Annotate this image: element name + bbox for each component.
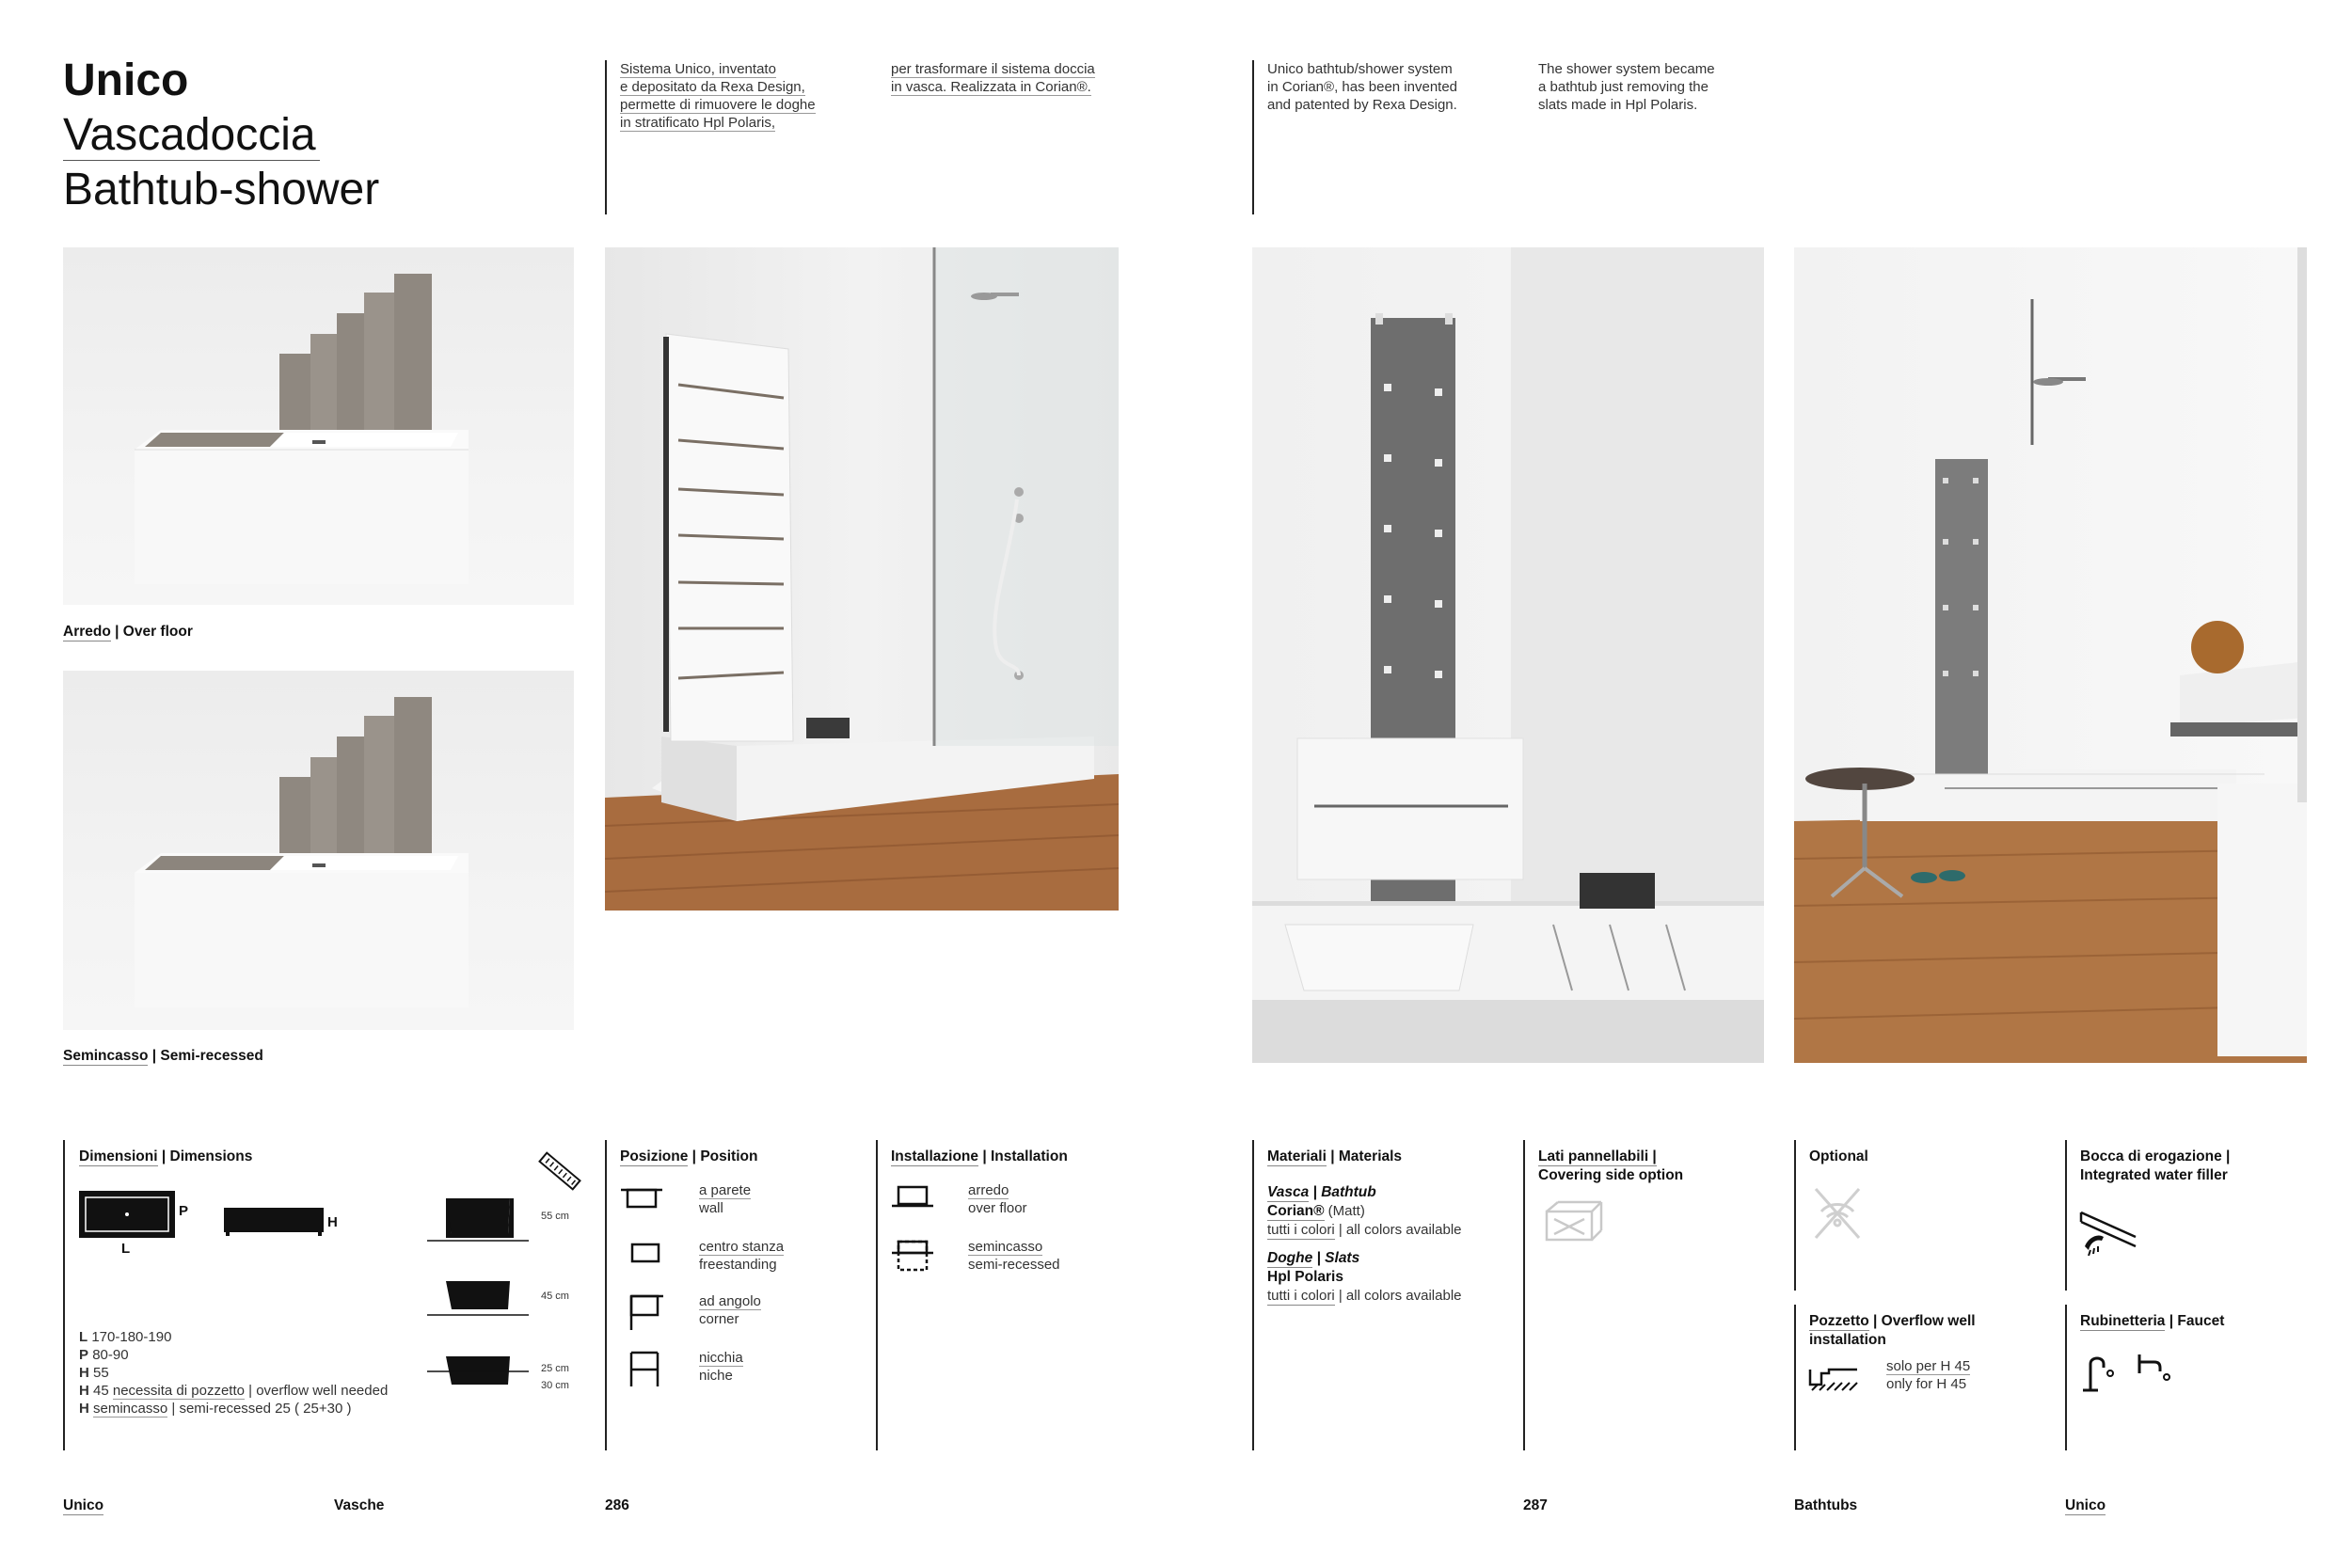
- optional-heading: Optional: [1809, 1148, 1868, 1164]
- wall-faucet-icon: [2136, 1351, 2179, 1392]
- bathtub-illustration: [63, 671, 574, 1030]
- spec-h: H 55: [79, 1365, 109, 1381]
- bathtub-material: Corian® (Matt): [1267, 1203, 1365, 1219]
- label-h: H: [327, 1214, 338, 1230]
- position-wall: a parete wall: [620, 1181, 751, 1217]
- label-25cm: 25 cm: [541, 1363, 569, 1374]
- photo-bathroom: [1794, 247, 2307, 1063]
- faucet-heading: Rubinetteria | Faucet: [2080, 1313, 2225, 1329]
- footer-section-left: Vasche: [334, 1497, 385, 1513]
- photo-overfloor: [63, 247, 574, 605]
- filler-icon: [2079, 1209, 2137, 1256]
- divider: [1523, 1140, 1525, 1450]
- dimension-specs: [79, 1328, 388, 1418]
- label-p: P: [179, 1203, 189, 1219]
- bathtub-colors: tutti i colori | all colors available: [1267, 1222, 1462, 1238]
- divider: [1252, 1140, 1254, 1450]
- dimensions-heading: Dimensioni | Dimensions: [79, 1148, 253, 1164]
- divider: [1794, 1140, 1796, 1291]
- materials-heading: Materiali | Materials: [1267, 1148, 1403, 1164]
- intro-italian-1: Sistema Unico, inventato e depositato da Rexa Design, permette di rimuovere le doghe in stratificato Hpl Polaris,: [620, 61, 816, 131]
- bathtub-label: Vasca | Bathtub: [1267, 1184, 1376, 1200]
- label-30cm: 30 cm: [541, 1380, 569, 1391]
- intro-italian-2: per trasformare il sistema doccia in vasca. Realizzata in Corian®.: [891, 61, 1095, 95]
- position-heading: Posizione | Position: [620, 1148, 758, 1164]
- intro-english-1: Unico bathtub/shower system in Corian®, has been invented and patented by Rexa Design.: [1267, 61, 1458, 113]
- intro-english-2: The shower system became a bathtub just removing the slats made in Hpl Polaris.: [1538, 61, 1715, 113]
- overflow-icon: [1808, 1364, 1859, 1392]
- photo-shower: [605, 247, 1119, 911]
- divider: [2065, 1305, 2067, 1450]
- footer-brand-right: Unico: [2065, 1497, 2106, 1513]
- tub-section-icon: [425, 1354, 531, 1394]
- faucet-icon: [2079, 1351, 2117, 1392]
- spec-h-semi: H semincasso | semi-recessed 25 ( 25+30 ): [79, 1401, 352, 1417]
- title-unico: Unico: [63, 55, 189, 105]
- bathroom-illustration: [1794, 247, 2307, 1063]
- photo-semi-recessed: [63, 671, 574, 1030]
- radiator-illustration: [1252, 247, 1764, 1063]
- corner-icon: [620, 1292, 663, 1330]
- overfloor-icon: [891, 1181, 934, 1210]
- installation-heading: Installazione | Installation: [891, 1148, 1068, 1164]
- materials-block: [1267, 1183, 1462, 1305]
- optional-icon: [1810, 1183, 1865, 1243]
- divider: [1252, 60, 1254, 214]
- slat-icon: [536, 1149, 583, 1193]
- tub-top-icon: [78, 1190, 176, 1239]
- semi-recessed-icon: [891, 1238, 934, 1275]
- slats-material: Hpl Polaris: [1267, 1269, 1343, 1285]
- caption-overfloor: Arredo | Over floor: [63, 624, 193, 640]
- position-corner: ad angolo corner: [620, 1292, 761, 1330]
- overflow-heading: Pozzetto | Overflow well installation: [1809, 1313, 1976, 1348]
- title-bathtub-shower: Bathtub-shower: [63, 165, 380, 214]
- spec-h45: H 45 necessita di pozzetto | overflow well needed: [79, 1383, 389, 1399]
- covering-heading: Lati pannellabili | Covering side option: [1538, 1148, 1684, 1183]
- covering-icon: [1539, 1196, 1607, 1249]
- tub-section-icon: [425, 1279, 531, 1319]
- divider: [605, 1140, 607, 1450]
- footer-brand-left: Unico: [63, 1497, 104, 1513]
- divider: [605, 60, 607, 214]
- footer-page-left: 286: [605, 1497, 629, 1513]
- divider: [63, 1140, 65, 1450]
- divider: [2065, 1140, 2067, 1291]
- wall-icon: [620, 1181, 663, 1210]
- title-vascadoccia: Vascadoccia: [63, 109, 379, 162]
- slats-label: Doghe | Slats: [1267, 1250, 1360, 1266]
- photo-radiator: [1252, 247, 1764, 1063]
- title-block: [63, 55, 379, 216]
- caption-semi-recessed: Semincasso | Semi-recessed: [63, 1048, 263, 1064]
- tub-section-icon: [425, 1196, 531, 1243]
- shower-illustration: [605, 247, 1119, 911]
- freestanding-icon: [620, 1238, 663, 1266]
- footer-page-right: 287: [1523, 1497, 1548, 1513]
- slats-colors: tutti i colori | all colors available: [1267, 1288, 1462, 1304]
- label-55cm: 55 cm: [541, 1211, 569, 1222]
- spec-l: L 170-180-190: [79, 1329, 172, 1345]
- tub-side-icon: [224, 1208, 324, 1236]
- bathtub-illustration: [63, 247, 574, 605]
- divider: [1794, 1305, 1796, 1450]
- position-freestanding: centro stanza freestanding: [620, 1238, 784, 1274]
- divider: [876, 1140, 878, 1450]
- installation-overfloor: arredo over floor: [891, 1181, 1027, 1217]
- overflow-note: solo per H 45 only for H 45: [1886, 1358, 1971, 1392]
- position-niche: nicchia niche: [620, 1349, 743, 1386]
- spec-p: P 80-90: [79, 1347, 129, 1363]
- installation-semi-recessed: semincasso semi-recessed: [891, 1238, 1060, 1275]
- niche-icon: [620, 1349, 663, 1386]
- label-45cm: 45 cm: [541, 1291, 569, 1302]
- label-l: L: [121, 1241, 131, 1257]
- footer-section-right: Bathtubs: [1794, 1497, 1858, 1513]
- filler-heading: Bocca di erogazione | Integrated water filler: [2080, 1148, 2231, 1183]
